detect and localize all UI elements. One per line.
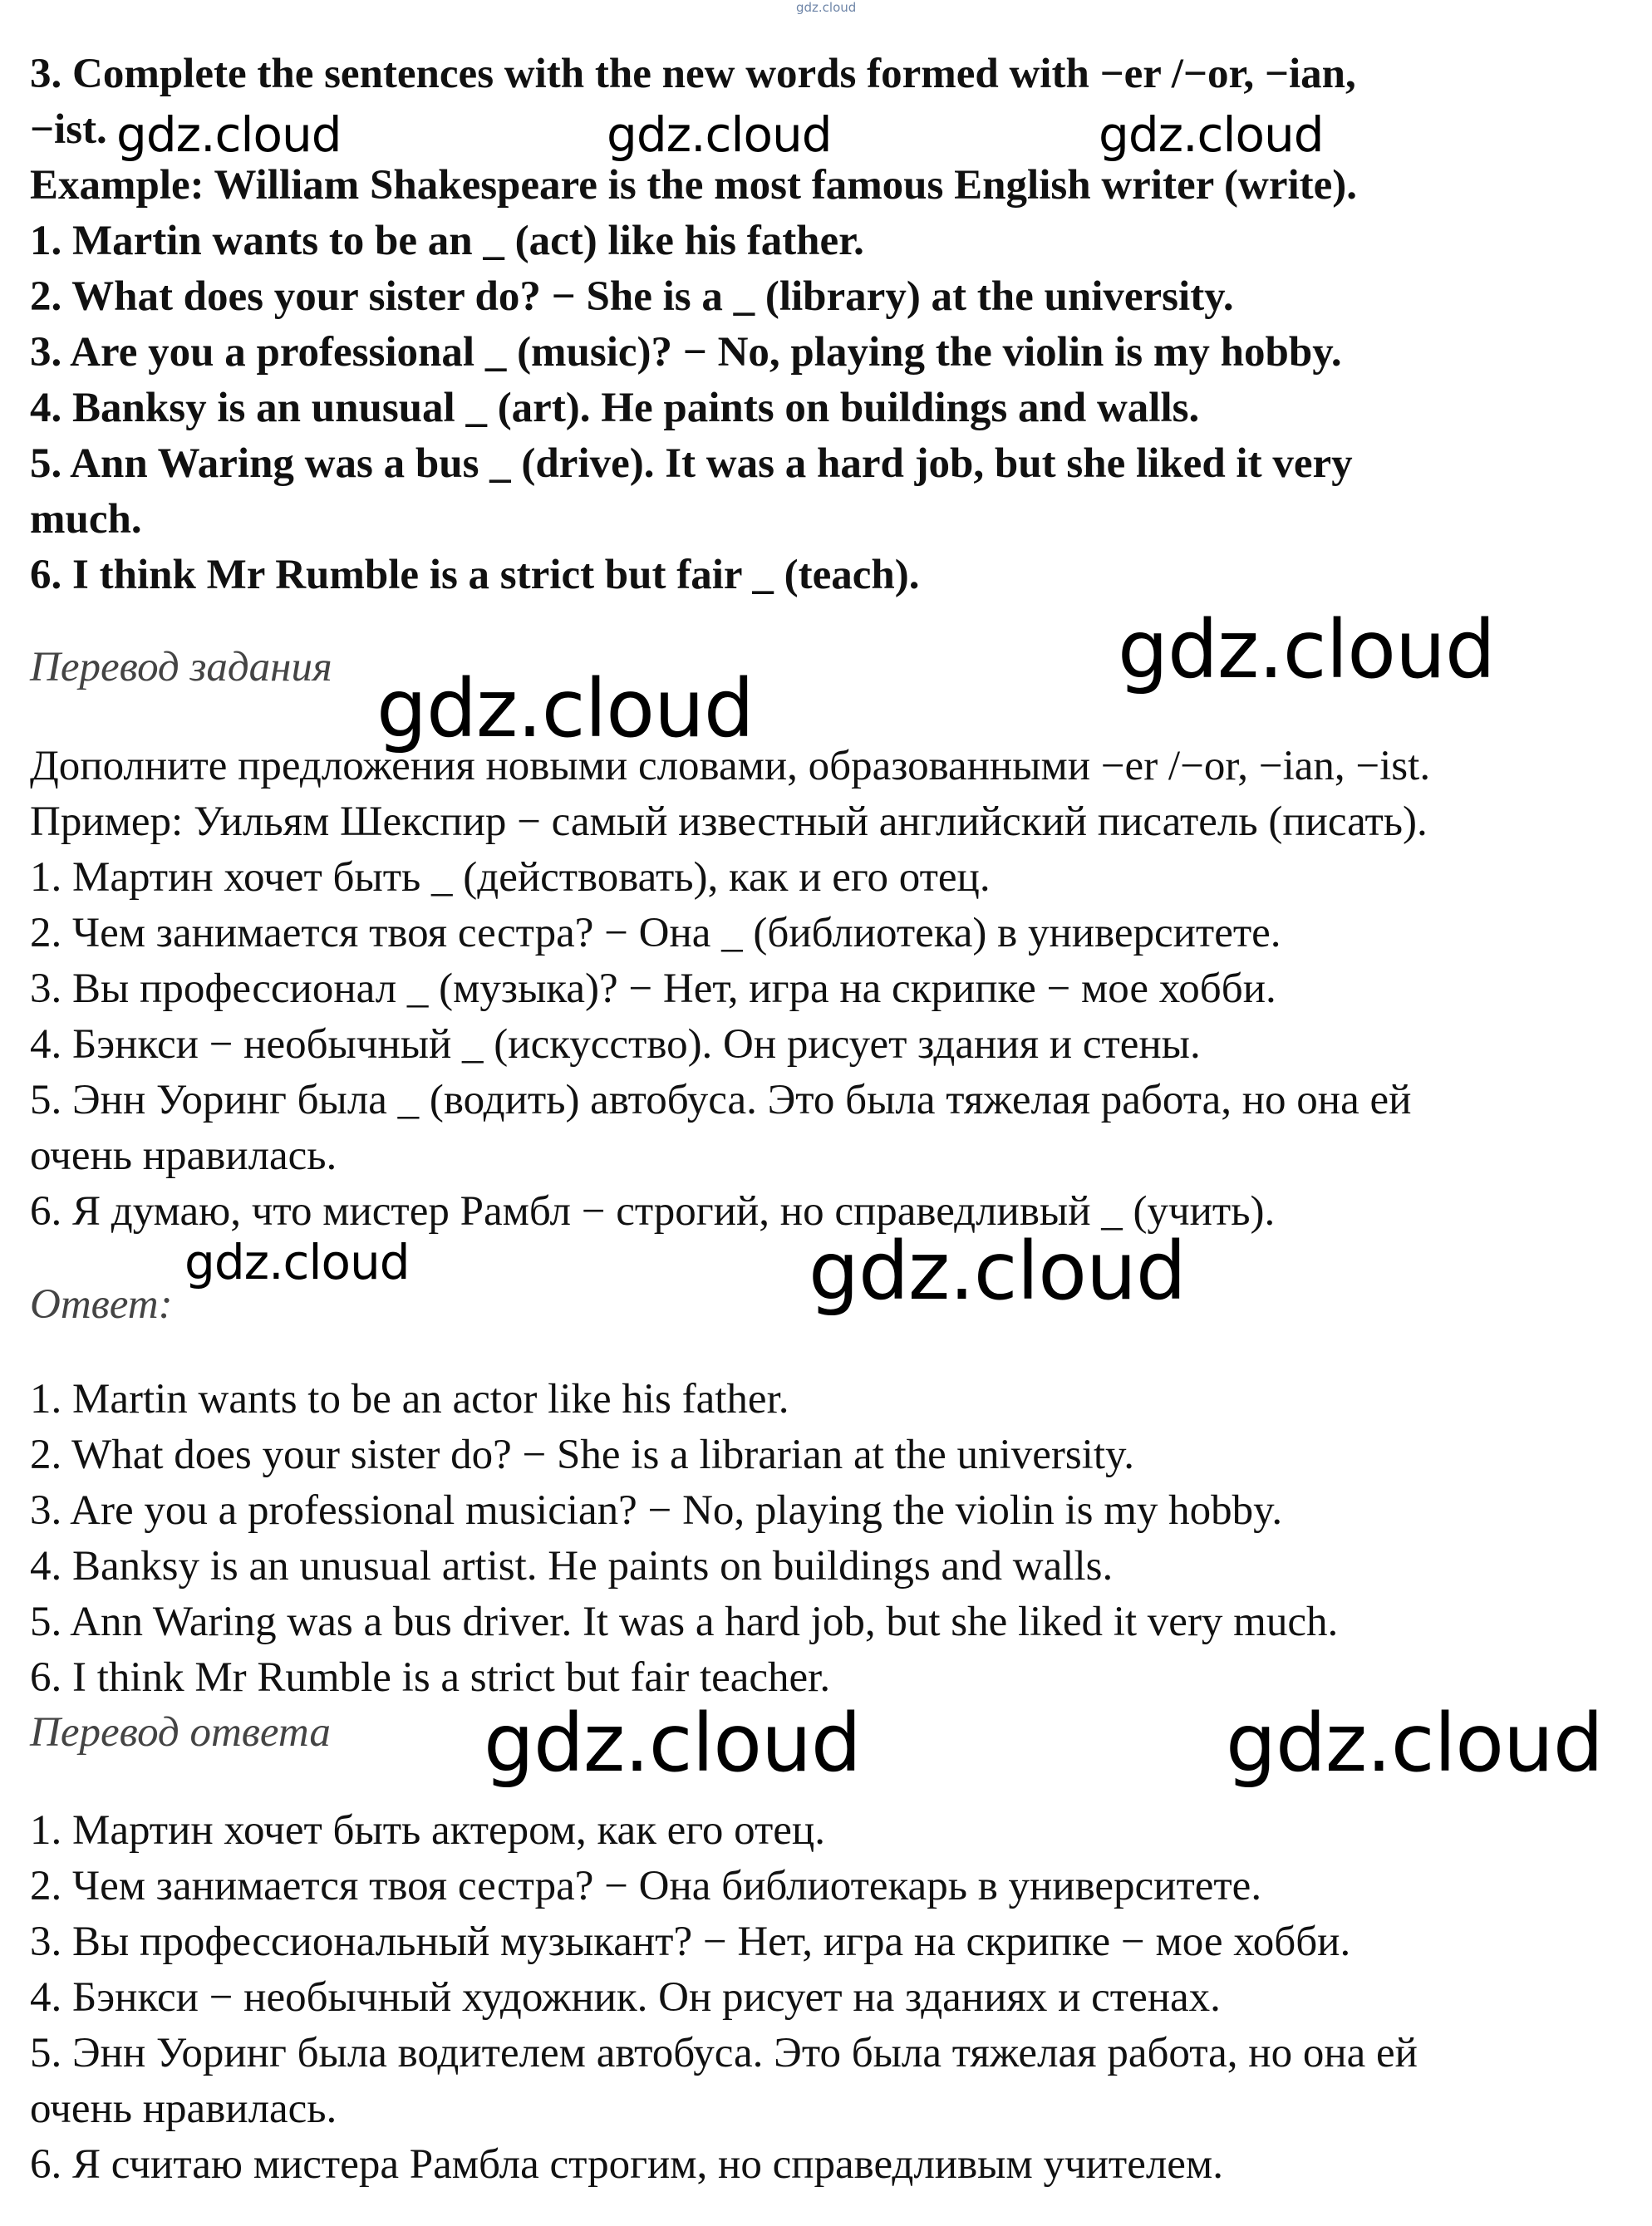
- task-item-5: 5. Ann Waring was a bus _ (drive). It was a hard job, but she liked it very: [30, 440, 1353, 487]
- answer-heading: Ответ:: [30, 1281, 173, 1328]
- task-title-line-1: 3. Complete the sentences with the new words formed with −er /−or, −ian,: [30, 51, 1356, 97]
- answer-line: 5. Ann Waring was a bus driver. It was a hard job, but she liked it very much.: [30, 1599, 1339, 1645]
- watermark: gdz.cloud: [809, 1225, 1186, 1318]
- watermark: gdz.cloud: [1118, 603, 1495, 696]
- task-translation-line: Дополните предложения новыми словами, образованными −er /−or, −ian, −ist.: [30, 743, 1431, 789]
- answer-translation-line: 1. Мартин хочет быть актером, как его отец.: [30, 1807, 825, 1854]
- task-item-4: 4. Banksy is an unusual _ (art). He paints on buildings and walls.: [30, 385, 1200, 431]
- task-translation-heading: Перевод задания: [30, 644, 332, 690]
- task-translation-line: Пример: Уильям Шекспир − самый известный английский писатель (писать).: [30, 799, 1428, 845]
- task-translation-line: очень нравилась.: [30, 1133, 337, 1179]
- watermark-top: gdz.cloud: [796, 0, 857, 15]
- answer-translation-line: 5. Энн Уоринг была водителем автобуса. Это была тяжелая работа, но она ей: [30, 2030, 1418, 2076]
- watermark: gdz.cloud: [484, 1697, 861, 1790]
- task-item-6: 6. I think Mr Rumble is a strict but fair _ (teach).: [30, 552, 920, 598]
- task-translation-line: 3. Вы профессионал _ (музыка)? − Нет, игра на скрипке − мое хобби.: [30, 966, 1276, 1012]
- answer-line: 1. Martin wants to be an actor like his father.: [30, 1376, 789, 1423]
- task-item-1: 1. Martin wants to be an _ (act) like his father.: [30, 218, 864, 264]
- task-translation-line: 4. Бэнкси − необычный _ (искусство). Он рисует здания и стены.: [30, 1021, 1201, 1068]
- answer-translation-line: 3. Вы профессиональный музыкант? − Нет, игра на скрипке − мое хобби.: [30, 1919, 1351, 1965]
- watermark: gdz.cloud: [607, 106, 832, 163]
- answer-line: 4. Banksy is an unusual artist. He paints on buildings and walls.: [30, 1543, 1114, 1590]
- watermark: gdz.cloud: [116, 106, 342, 163]
- answer-translation-line: 2. Чем занимается твоя сестра? − Она библиотекарь в университете.: [30, 1863, 1262, 1909]
- watermark: gdz.cloud: [1226, 1697, 1603, 1790]
- task-item-2: 2. What does your sister do? − She is a _ (library) at the university.: [30, 273, 1234, 320]
- answer-translation-heading: Перевод ответа: [30, 1709, 331, 1756]
- task-translation-line: 2. Чем занимается твоя сестра? − Она _ (библиотека) в университете.: [30, 910, 1281, 956]
- answer-translation-line: очень нравилась.: [30, 2086, 337, 2132]
- watermark: gdz.cloud: [376, 662, 754, 755]
- task-title-line-2: −ist.: [30, 106, 107, 153]
- task-item-3: 3. Are you a professional _ (music)? − No, playing the violin is my hobby.: [30, 329, 1342, 376]
- watermark: gdz.cloud: [1099, 106, 1324, 163]
- answer-translation-line: 6. Я считаю мистера Рамбла строгим, но справедливым учителем.: [30, 2141, 1223, 2188]
- task-translation-line: 5. Энн Уоринг была _ (водить) автобуса. Это была тяжелая работа, но она ей: [30, 1077, 1412, 1123]
- task-translation-line: 6. Я думаю, что мистер Рамбл − строгий, но справедливый _ (учить).: [30, 1188, 1276, 1235]
- answer-line: 2. What does your sister do? − She is a librarian at the university.: [30, 1432, 1134, 1478]
- answer-line: 6. I think Mr Rumble is a strict but fair teacher.: [30, 1654, 831, 1701]
- answer-line: 3. Are you a professional musician? − No, playing the violin is my hobby.: [30, 1487, 1283, 1534]
- answer-translation-line: 4. Бэнкси − необычный художник. Он рисует на зданиях и стенах.: [30, 1974, 1221, 2021]
- task-translation-line: 1. Мартин хочет быть _ (действовать), как и его отец.: [30, 854, 991, 901]
- task-example: Example: William Shakespeare is the most famous English writer (write).: [30, 162, 1358, 209]
- task-item-5-continued: much.: [30, 496, 142, 543]
- watermark: gdz.cloud: [184, 1234, 410, 1290]
